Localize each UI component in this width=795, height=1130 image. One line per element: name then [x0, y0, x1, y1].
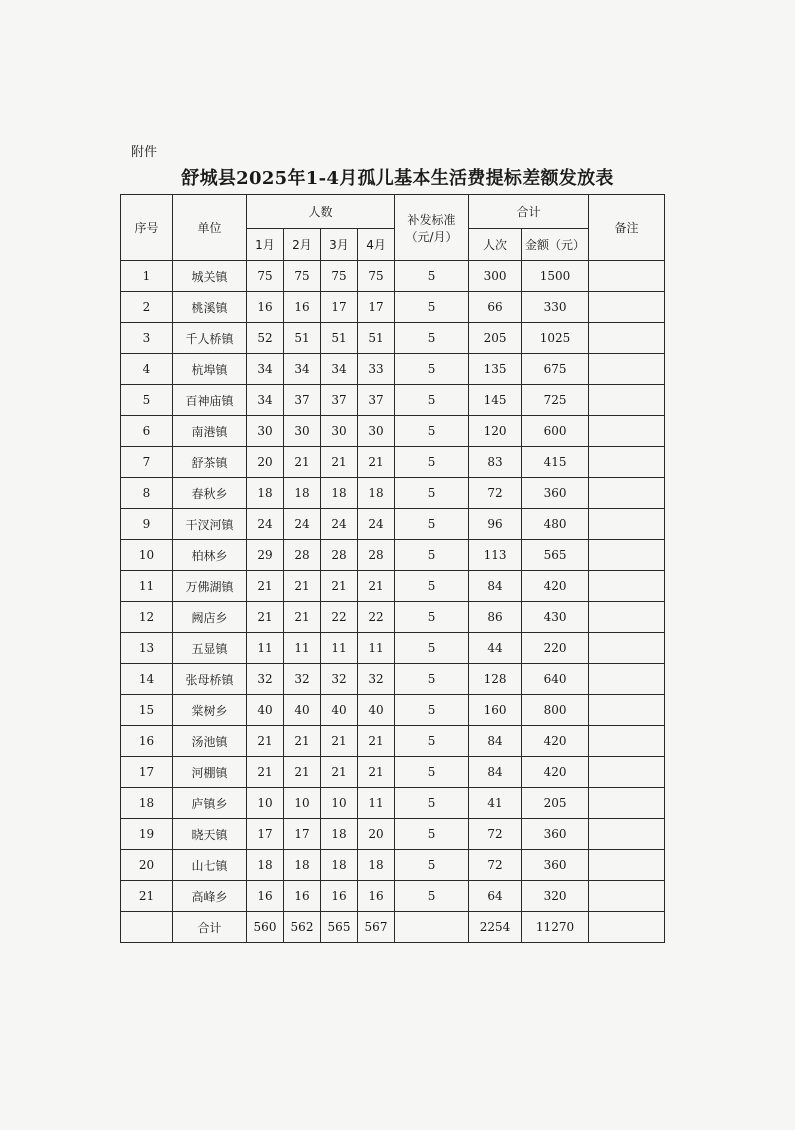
cell-month-2: 21	[284, 447, 321, 478]
table-row	[121, 602, 665, 633]
cell-standard: 5	[395, 602, 469, 633]
cell-seq: 19	[121, 819, 173, 850]
cell-standard: 5	[395, 757, 469, 788]
cell-seq: 12	[121, 602, 173, 633]
cell-unit: 城关镇	[173, 261, 247, 292]
table-row	[121, 881, 665, 912]
cell-seq: 9	[121, 509, 173, 540]
cell-month-1: 75	[247, 261, 284, 292]
cell-amount: 320	[522, 881, 589, 912]
cell-unit: 晓天镇	[173, 819, 247, 850]
cell-unit: 南港镇	[173, 416, 247, 447]
cell-person-times: 72	[469, 478, 522, 509]
table-row	[121, 850, 665, 881]
cell-month-1: 18	[247, 478, 284, 509]
cell-unit: 千人桥镇	[173, 323, 247, 354]
cell-standard: 5	[395, 509, 469, 540]
cell-month-2: 24	[284, 509, 321, 540]
header-remarks: 备注	[589, 195, 665, 261]
cell-seq: 8	[121, 478, 173, 509]
cell-amount: 330	[522, 292, 589, 323]
cell-unit: 百神庙镇	[173, 385, 247, 416]
cell-person-times: 160	[469, 695, 522, 726]
cell-standard: 5	[395, 881, 469, 912]
cell-month-2: 40	[284, 695, 321, 726]
cell-unit: 高峰乡	[173, 881, 247, 912]
cell-month-3: 37	[321, 385, 358, 416]
cell-month-1: 32	[247, 664, 284, 695]
cell-amount: 220	[522, 633, 589, 664]
cell-person-times: 84	[469, 571, 522, 602]
cell-month-1: 21	[247, 757, 284, 788]
cell-amount: 420	[522, 571, 589, 602]
cell-amount: 360	[522, 478, 589, 509]
cell-seq: 10	[121, 540, 173, 571]
table-row	[121, 571, 665, 602]
cell-month-4: 37	[358, 385, 395, 416]
cell-unit: 合计	[173, 912, 247, 943]
cell-seq: 1	[121, 261, 173, 292]
cell-person-times: 300	[469, 261, 522, 292]
cell-month-1: 11	[247, 633, 284, 664]
cell-month-1: 34	[247, 385, 284, 416]
cell-seq: 21	[121, 881, 173, 912]
cell-month-4: 18	[358, 850, 395, 881]
cell-remarks	[589, 354, 665, 385]
cell-person-times: 84	[469, 726, 522, 757]
cell-standard: 5	[395, 447, 469, 478]
header-person-times: 人次	[469, 229, 522, 261]
cell-seq: 15	[121, 695, 173, 726]
cell-amount: 600	[522, 416, 589, 447]
cell-month-3: 10	[321, 788, 358, 819]
cell-month-2: 37	[284, 385, 321, 416]
cell-month-4: 33	[358, 354, 395, 385]
cell-unit: 干汊河镇	[173, 509, 247, 540]
cell-month-4: 20	[358, 819, 395, 850]
cell-person-times: 72	[469, 819, 522, 850]
cell-month-4: 22	[358, 602, 395, 633]
cell-month-4: 24	[358, 509, 395, 540]
cell-month-3: 18	[321, 819, 358, 850]
cell-standard: 5	[395, 354, 469, 385]
table-row	[121, 385, 665, 416]
cell-unit: 河棚镇	[173, 757, 247, 788]
cell-month-4: 16	[358, 881, 395, 912]
cell-remarks	[589, 478, 665, 509]
table-row	[121, 416, 665, 447]
cell-remarks	[589, 261, 665, 292]
cell-standard: 5	[395, 664, 469, 695]
cell-remarks	[589, 571, 665, 602]
cell-month-4: 11	[358, 788, 395, 819]
cell-remarks	[589, 447, 665, 478]
cell-unit: 五显镇	[173, 633, 247, 664]
cell-seq: 11	[121, 571, 173, 602]
cell-unit: 汤池镇	[173, 726, 247, 757]
cell-month-1: 16	[247, 881, 284, 912]
cell-amount: 11270	[522, 912, 589, 943]
header-standard	[395, 195, 469, 261]
cell-month-1: 20	[247, 447, 284, 478]
cell-amount: 640	[522, 664, 589, 695]
cell-month-2: 17	[284, 819, 321, 850]
cell-month-2: 32	[284, 664, 321, 695]
cell-seq: 18	[121, 788, 173, 819]
cell-standard: 5	[395, 292, 469, 323]
cell-amount: 480	[522, 509, 589, 540]
table-row	[121, 819, 665, 850]
cell-month-2: 28	[284, 540, 321, 571]
cell-month-2: 75	[284, 261, 321, 292]
cell-remarks	[589, 509, 665, 540]
table-row	[121, 633, 665, 664]
cell-amount: 675	[522, 354, 589, 385]
cell-remarks	[589, 633, 665, 664]
cell-month-2: 51	[284, 323, 321, 354]
cell-month-1: 560	[247, 912, 284, 943]
table-row	[121, 664, 665, 695]
cell-month-3: 30	[321, 416, 358, 447]
cell-month-4: 51	[358, 323, 395, 354]
cell-person-times: 83	[469, 447, 522, 478]
cell-month-1: 29	[247, 540, 284, 571]
cell-remarks	[589, 602, 665, 633]
cell-remarks	[589, 385, 665, 416]
cell-month-4: 21	[358, 571, 395, 602]
table-row	[121, 695, 665, 726]
cell-month-1: 40	[247, 695, 284, 726]
cell-month-3: 11	[321, 633, 358, 664]
cell-standard: 5	[395, 726, 469, 757]
cell-standard: 5	[395, 695, 469, 726]
cell-amount: 1500	[522, 261, 589, 292]
cell-month-4: 30	[358, 416, 395, 447]
cell-month-3: 16	[321, 881, 358, 912]
header-amount: 金额（元）	[522, 229, 589, 261]
cell-remarks	[589, 695, 665, 726]
cell-month-2: 18	[284, 478, 321, 509]
table-row	[121, 261, 665, 292]
cell-standard: 5	[395, 540, 469, 571]
cell-seq: 16	[121, 726, 173, 757]
cell-unit: 阙店乡	[173, 602, 247, 633]
cell-person-times: 120	[469, 416, 522, 447]
cell-seq: 2	[121, 292, 173, 323]
cell-person-times: 113	[469, 540, 522, 571]
cell-remarks	[589, 881, 665, 912]
cell-month-3: 24	[321, 509, 358, 540]
cell-standard: 5	[395, 261, 469, 292]
cell-person-times: 86	[469, 602, 522, 633]
cell-month-3: 51	[321, 323, 358, 354]
cell-month-4: 17	[358, 292, 395, 323]
cell-month-4: 75	[358, 261, 395, 292]
table-row	[121, 788, 665, 819]
cell-unit: 春秋乡	[173, 478, 247, 509]
cell-unit: 万佛湖镇	[173, 571, 247, 602]
table-row	[121, 509, 665, 540]
document-title: 舒城县2025年1-4月孤儿基本生活费提标差额发放表	[181, 168, 614, 189]
cell-month-3: 21	[321, 447, 358, 478]
cell-month-1: 10	[247, 788, 284, 819]
cell-month-2: 30	[284, 416, 321, 447]
table-row	[121, 540, 665, 571]
cell-standard: 5	[395, 819, 469, 850]
cell-amount: 420	[522, 757, 589, 788]
cell-amount: 415	[522, 447, 589, 478]
header-total: 合计	[469, 195, 589, 229]
cell-month-4: 18	[358, 478, 395, 509]
cell-person-times: 128	[469, 664, 522, 695]
cell-standard: 5	[395, 478, 469, 509]
cell-person-times: 96	[469, 509, 522, 540]
cell-month-2: 10	[284, 788, 321, 819]
cell-seq: 20	[121, 850, 173, 881]
cell-month-3: 75	[321, 261, 358, 292]
cell-seq: 17	[121, 757, 173, 788]
cell-month-2: 562	[284, 912, 321, 943]
cell-seq: 13	[121, 633, 173, 664]
cell-month-1: 52	[247, 323, 284, 354]
cell-unit: 棠树乡	[173, 695, 247, 726]
cell-person-times: 145	[469, 385, 522, 416]
cell-month-1: 21	[247, 726, 284, 757]
header-seq: 序号	[121, 195, 173, 261]
table-row	[121, 726, 665, 757]
cell-seq: 14	[121, 664, 173, 695]
cell-amount: 800	[522, 695, 589, 726]
cell-month-4: 21	[358, 757, 395, 788]
table-row	[121, 447, 665, 478]
cell-month-3: 21	[321, 726, 358, 757]
cell-month-3: 28	[321, 540, 358, 571]
cell-unit: 山七镇	[173, 850, 247, 881]
cell-remarks	[589, 912, 665, 943]
payment-table	[120, 194, 665, 943]
cell-remarks	[589, 664, 665, 695]
cell-amount: 725	[522, 385, 589, 416]
cell-person-times: 72	[469, 850, 522, 881]
cell-month-2: 11	[284, 633, 321, 664]
cell-month-3: 21	[321, 757, 358, 788]
cell-remarks	[589, 540, 665, 571]
cell-person-times: 205	[469, 323, 522, 354]
cell-remarks	[589, 323, 665, 354]
cell-amount: 360	[522, 819, 589, 850]
cell-amount: 1025	[522, 323, 589, 354]
cell-seq: 7	[121, 447, 173, 478]
cell-month-3: 34	[321, 354, 358, 385]
table-row	[121, 478, 665, 509]
cell-amount: 360	[522, 850, 589, 881]
cell-person-times: 66	[469, 292, 522, 323]
cell-standard: 5	[395, 788, 469, 819]
cell-seq: 6	[121, 416, 173, 447]
cell-month-3: 18	[321, 850, 358, 881]
cell-remarks	[589, 819, 665, 850]
cell-month-2: 21	[284, 571, 321, 602]
header-standard-line1: 补发标准	[407, 212, 456, 227]
cell-month-1: 21	[247, 602, 284, 633]
cell-month-4: 40	[358, 695, 395, 726]
cell-standard: 5	[395, 385, 469, 416]
table-row	[121, 292, 665, 323]
cell-month-2: 21	[284, 757, 321, 788]
cell-month-4: 32	[358, 664, 395, 695]
cell-remarks	[589, 292, 665, 323]
cell-month-3: 565	[321, 912, 358, 943]
cell-amount: 205	[522, 788, 589, 819]
cell-remarks	[589, 850, 665, 881]
cell-month-4: 21	[358, 447, 395, 478]
table-row	[121, 323, 665, 354]
table-row	[121, 757, 665, 788]
cell-month-4: 567	[358, 912, 395, 943]
table-body	[121, 261, 665, 943]
cell-month-2: 21	[284, 602, 321, 633]
cell-person-times: 135	[469, 354, 522, 385]
cell-month-3: 18	[321, 478, 358, 509]
cell-remarks	[589, 757, 665, 788]
cell-standard: 5	[395, 323, 469, 354]
cell-month-2: 21	[284, 726, 321, 757]
cell-standard	[395, 912, 469, 943]
cell-month-2: 18	[284, 850, 321, 881]
cell-month-1: 16	[247, 292, 284, 323]
cell-amount: 565	[522, 540, 589, 571]
cell-month-4: 11	[358, 633, 395, 664]
cell-month-3: 32	[321, 664, 358, 695]
cell-seq: 3	[121, 323, 173, 354]
cell-person-times: 41	[469, 788, 522, 819]
cell-amount: 430	[522, 602, 589, 633]
cell-standard: 5	[395, 571, 469, 602]
cell-month-1: 21	[247, 571, 284, 602]
cell-month-2: 16	[284, 292, 321, 323]
cell-standard: 5	[395, 850, 469, 881]
cell-month-1: 18	[247, 850, 284, 881]
cell-month-1: 34	[247, 354, 284, 385]
cell-unit: 舒茶镇	[173, 447, 247, 478]
cell-month-1: 17	[247, 819, 284, 850]
cell-remarks	[589, 726, 665, 757]
cell-amount: 420	[522, 726, 589, 757]
cell-standard: 5	[395, 416, 469, 447]
cell-person-times: 44	[469, 633, 522, 664]
header-month-4: 4月	[358, 229, 395, 261]
cell-unit: 柏林乡	[173, 540, 247, 571]
header-unit: 单位	[173, 195, 247, 261]
table-row	[121, 354, 665, 385]
header-month-2: 2月	[284, 229, 321, 261]
cell-unit: 桃溪镇	[173, 292, 247, 323]
cell-month-2: 16	[284, 881, 321, 912]
cell-month-3: 40	[321, 695, 358, 726]
header-standard-line2: （元/月）	[405, 229, 458, 244]
header-month-1: 1月	[247, 229, 284, 261]
cell-standard: 5	[395, 633, 469, 664]
cell-person-times: 2254	[469, 912, 522, 943]
cell-seq: 4	[121, 354, 173, 385]
cell-unit: 杭埠镇	[173, 354, 247, 385]
header-month-3: 3月	[321, 229, 358, 261]
total-row	[121, 912, 665, 943]
cell-seq	[121, 912, 173, 943]
cell-month-2: 34	[284, 354, 321, 385]
cell-person-times: 84	[469, 757, 522, 788]
cell-remarks	[589, 416, 665, 447]
attachment-label: 附件	[131, 145, 158, 160]
header-people: 人数	[247, 195, 395, 229]
cell-month-3: 21	[321, 571, 358, 602]
cell-remarks	[589, 788, 665, 819]
cell-seq: 5	[121, 385, 173, 416]
cell-month-1: 24	[247, 509, 284, 540]
cell-unit: 庐镇乡	[173, 788, 247, 819]
cell-month-4: 21	[358, 726, 395, 757]
cell-month-1: 30	[247, 416, 284, 447]
cell-person-times: 64	[469, 881, 522, 912]
cell-month-3: 22	[321, 602, 358, 633]
cell-month-3: 17	[321, 292, 358, 323]
cell-month-4: 28	[358, 540, 395, 571]
cell-unit: 张母桥镇	[173, 664, 247, 695]
